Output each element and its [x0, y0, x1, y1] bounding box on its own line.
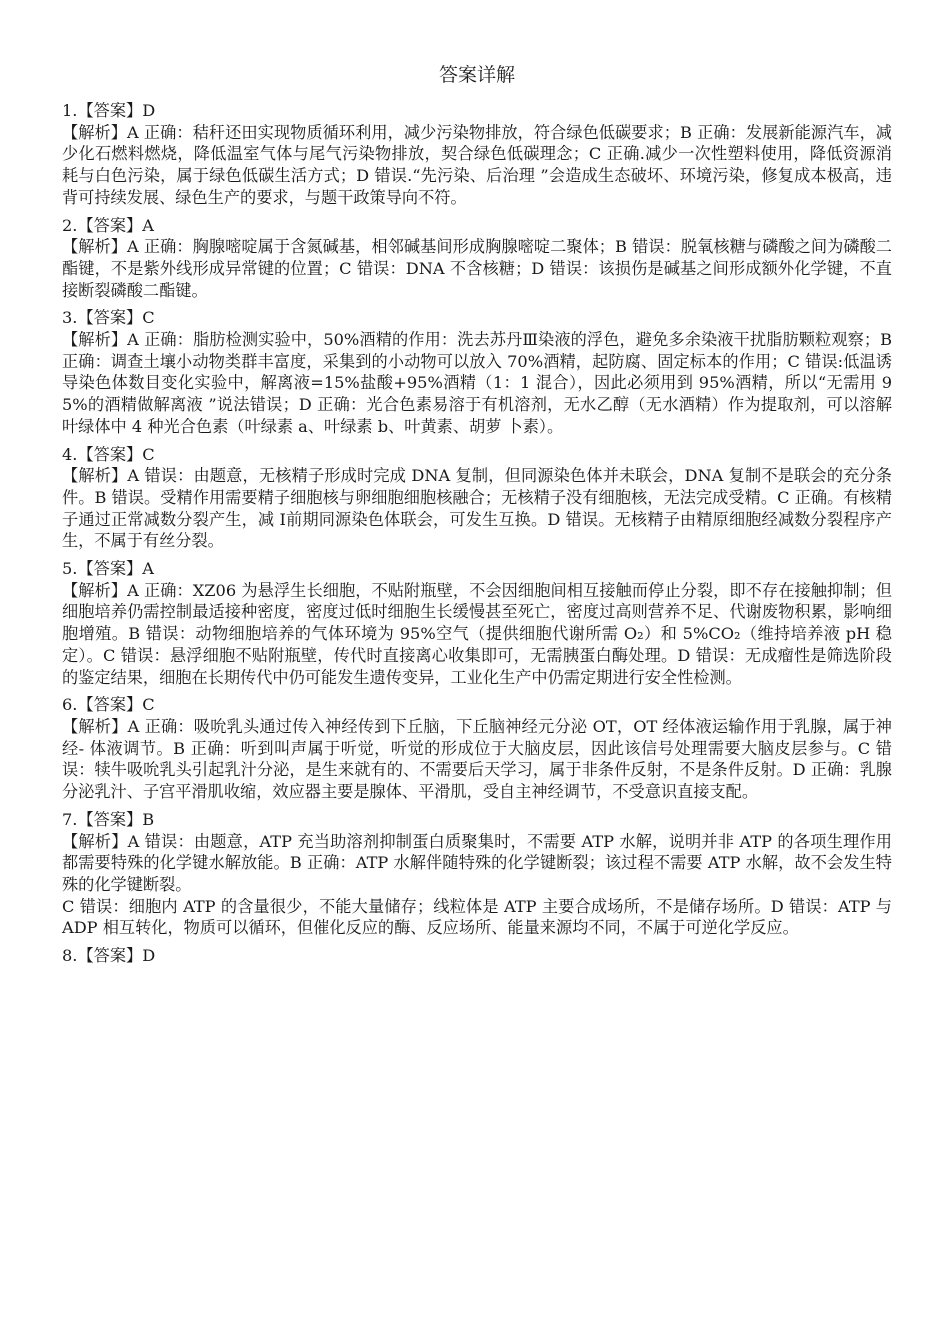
explanation: 【解析】A 正确：秸秆还田实现物质循环利用，减少污染物排放，符合绿色低碳要求；B 正确：发展新能源汽车，减少化石燃料燃烧，降低温室气体与尾气污染物排放，契合绿色低碳理念；C 正确.减少一次性塑料使用，降低资源消耗与白色污染，属于绿色低碳生活方式；D 错误.“先污染、后治理 ”会造成生态破坏、环境污染，修复成本极高，违背可持续发展、绿色生产的要求，与题干政策导向不符。	[62, 122, 892, 207]
answer-line: 8.【答案】D	[62, 946, 156, 966]
answer-line: 6.【答案】C	[62, 695, 155, 715]
answer-line: 3.【答案】C	[62, 308, 155, 328]
explanation: 【解析】A 正确：吸吮乳头通过传入神经传到下丘脑，下丘脑神经元分泌 OT，OT 经体液运输作用于乳腺，属于神经- 体液调节。B 正确：听到叫声属于听觉，听觉的形成位于大脑皮层，因此该信号处理需要大脑皮层参与。C 错误：犊牛吸吮乳头引起乳汁分泌，是生来就有的、不需要后天学习，属于非条件反射，不是条件反射。D 正确：乳腺分泌乳汁、子宫平滑肌收缩，效应器主要是腺体、平滑肌，受自主神经调节，不受意识直接支配。	[62, 716, 892, 802]
answer-line: 2.【答案】A	[62, 215, 154, 235]
explanation-continued: C 错误：细胞内 ATP 的含量很少，不能大量储存；线粒体是 ATP 主要合成场所，不是储存场所。D 错误：ATP 与 ADP 相互转化，物质可以循环，但催化反应的酶、反应场所、能量来源均不同，不属于可逆化学反应。	[62, 896, 892, 938]
explanation: 【解析】A 正确：胸腺嘧啶属于含氮碱基，相邻碱基间形成胸腺嘧啶二聚体；B 错误：脱氧核糖与磷酸之间为磷酸二酯键，不是紫外线形成异常键的位置；C 错误：DNA 不含核糖；D 错误：该损伤是碱基之间形成额外化学键，不直接断裂磷酸二酯键。	[62, 237, 892, 300]
answer-line: 5.【答案】A	[62, 559, 154, 579]
answer-line: 1.【答案】D	[62, 101, 156, 120]
question-5	[62, 558, 892, 688]
answer-line: 7.【答案】B	[62, 809, 155, 829]
answer-line: 4.【答案】C	[62, 444, 155, 464]
page-title: 答案详解	[438, 64, 515, 86]
explanation: 【解析】A 错误：由题意，ATP 充当助溶剂抑制蛋白质聚集时，不需要 ATP 水解，说明并非 ATP 的各项生理作用都需要特殊的化学键水解放能。B 正确：ATP 水解伴随特殊的化学键断裂；该过程不需要 ATP 水解，故不会发生特殊的化学键断裂。	[62, 831, 892, 894]
question-2	[62, 215, 892, 302]
question-8	[62, 945, 892, 967]
explanation: 【解析】A 错误：由题意，无核精子形成时完成 DNA 复制，但同源染色体并未联会，DNA 复制不是联会的充分条件。B 错误。受精作用需要精子细胞核与卵细胞细胞核融合；无核精子没有细胞核，无法完成受精。C 正确。有核精子通过正常减数分裂产生，减 Ⅰ前期同源染色体联会，可发生互换。D 错误。无核精子由精原细胞经减数分裂程序产生，不属于有丝分裂。	[62, 466, 892, 551]
question-7	[62, 809, 892, 939]
explanation: 【解析】A 正确：XZ06 为悬浮生长细胞，不贴附瓶壁，不会因细胞间相互接触而停止分裂，即不存在接触抑制；但细胞培养仍需控制最适接种密度，密度过低时细胞生长缓慢甚至死亡，密度过高则营养不足、代谢废物积累，影响细胞增殖。B 错误：动物细胞培养的气体环境为 95%空气（提供细胞代谢所需 O₂）和 5%CO₂（维持培养液 pH 稳定）。C 错误：悬浮细胞不贴附瓶壁，传代时直接离心收集即可，无需胰蛋白酶处理。D 错误：无成瘤性是筛选阶段的鉴定结果，细胞在长期传代中仍可能发生遗传变异，工业化生产中仍需定期进行安全性检测。	[62, 580, 892, 687]
question-4	[62, 444, 892, 553]
question-3	[62, 307, 892, 437]
question-1	[62, 100, 892, 209]
question-6	[62, 694, 892, 803]
explanation: 【解析】A 正确：脂肪检测实验中，50%酒精的作用：洗去苏丹Ⅲ染液的浮色，避免多余染液干扰脂肪颗粒观察；B 正确：调查土壤小动物类群丰富度，采集到的小动物可以放入 70%酒精，起防腐、固定标本的作用；C 错误:低温诱导染色体数目变化实验中，解离液=15%盐酸+95%酒精（1：1 混合），因此必须用到 95%酒精，所以“无需用 95%的酒精做解离液 ”说法错误；D 正确：光合色素易溶于有机溶剂，无水乙醇（无水酒精）作为提取剂，可以溶解叶绿体中 4 种光合色素（叶绿素 a、叶绿素 b、叶黄素、胡萝 卜素）。	[62, 330, 892, 436]
